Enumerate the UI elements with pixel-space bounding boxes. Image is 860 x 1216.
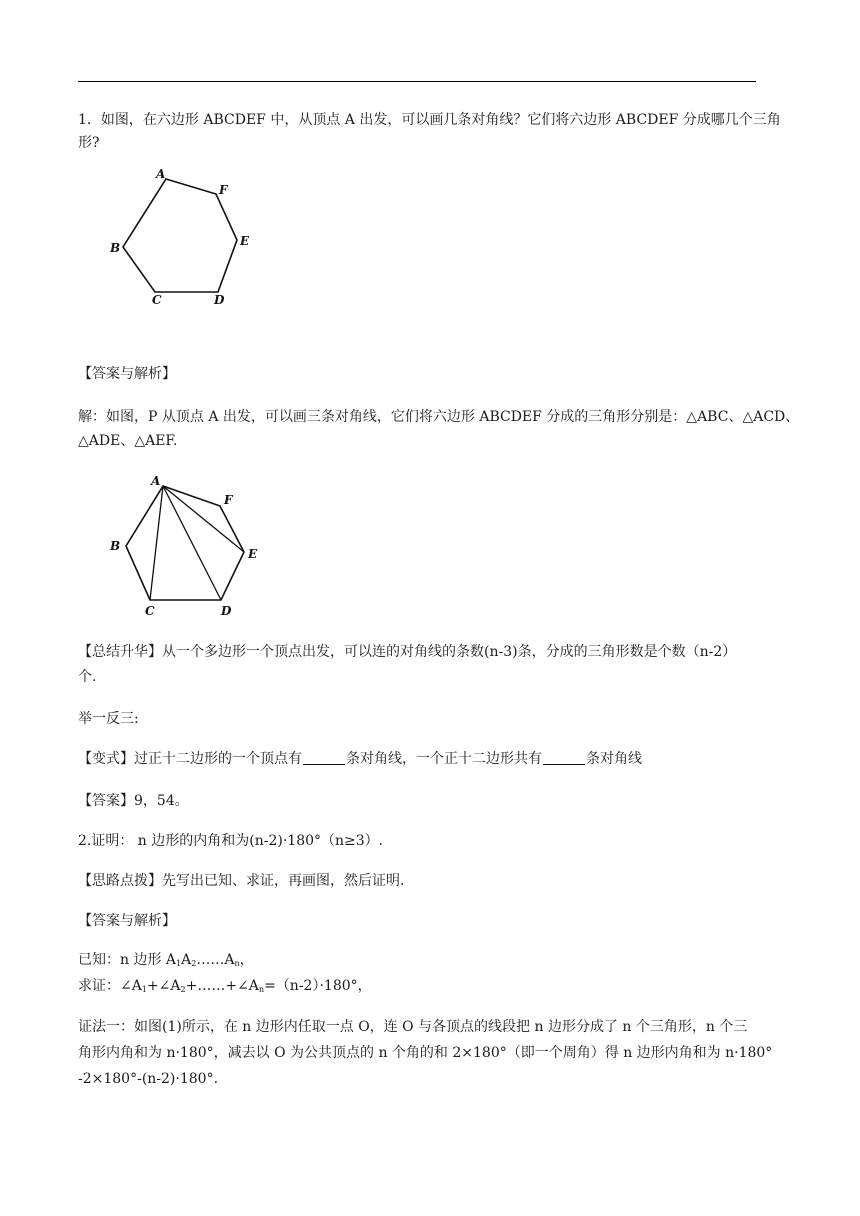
prove-mid: +……+∠A xyxy=(185,978,259,994)
question-2-hint: 【思路点拨】先写出已知、求证，再画图，然后证明. xyxy=(78,873,405,889)
question-1-line2: 形? xyxy=(78,135,100,151)
vertex-label-c: C xyxy=(145,604,155,618)
hexagon-figure-2 xyxy=(100,470,270,620)
given-a2: A xyxy=(181,952,192,968)
vertex-label-f: F xyxy=(219,183,228,197)
prove-sub-n: n xyxy=(258,985,265,994)
answer-heading-1: 【答案与解析】 xyxy=(78,366,176,382)
given-line xyxy=(78,950,254,974)
vertex-label-c: C xyxy=(152,293,162,307)
vertex-label-a: A xyxy=(156,167,166,181)
proof-line3: -2×180°-(n-2)·180°. xyxy=(78,1071,219,1087)
vertex-label-e: E xyxy=(248,547,258,561)
vertex-label-a: A xyxy=(151,474,161,488)
vertex-label-b: B xyxy=(110,539,121,553)
question-1-line1: 1．如图，在六边形 ABCDEF 中，从顶点 A 出发，可以画几条对角线？它们将六边形 ABCDEF 分成哪几个三角 xyxy=(78,112,781,128)
vertex-label-d: D xyxy=(221,604,232,618)
prove-sub-1: 1 xyxy=(141,985,147,994)
variant-suffix: 条对角线 xyxy=(586,751,642,767)
answer-1-line1: 解：如图，P 从顶点 A 出发，可以画三条对角线，它们将六边形 ABCDEF 分成的三角形分别是：△ABC、△ACD、 xyxy=(78,409,800,425)
prove-suffix: =（n-2）·180°， xyxy=(264,978,372,994)
prove-prefix: 求证：∠A xyxy=(78,978,142,994)
prove-plus-1: +∠A xyxy=(146,978,181,994)
prove-sub-2: 2 xyxy=(180,985,186,994)
given-suffix: ， xyxy=(239,952,254,968)
proof-line1: 证法一：如图(1)所示，在 n 边形内任取一点 O，连 O 与各顶点的线段把 n 边形分成了 n 个三角形，n 个三 xyxy=(78,1019,748,1035)
hexagon-figure-1 xyxy=(100,165,270,310)
given-sub-2: 2 xyxy=(191,959,197,968)
prove-line xyxy=(78,976,372,1000)
summary-line2: 个. xyxy=(78,669,97,685)
variant-prefix: 【变式】过正十二边形的一个顶点有 xyxy=(78,751,302,767)
practice-heading: 举一反三: xyxy=(78,711,139,727)
answer-blank-2 xyxy=(543,750,585,765)
given-sub-n: n xyxy=(234,959,240,968)
answer-1-line2: △ADE、△AEF. xyxy=(78,433,178,449)
question-2-statement: 2.证明： n 边形的内角和为(n-2)·180°（n≥3）. xyxy=(78,833,384,849)
vertex-label-b: B xyxy=(110,241,121,255)
given-sub-1: 1 xyxy=(176,959,182,968)
variant-answer: 【答案】9，54。 xyxy=(78,793,189,809)
vertex-label-e: E xyxy=(240,234,250,248)
summary-line1: 【总结升华】从一个多边形一个顶点出发，可以连的对角线的条数(n-3)条，分成的三角形数是个数（n-2） xyxy=(78,644,737,660)
given-mid: ……A xyxy=(196,952,235,968)
header-rule xyxy=(78,81,756,82)
given-prefix: 已知：n 边形 A xyxy=(78,952,177,968)
variant-question xyxy=(78,749,642,769)
vertex-label-f: F xyxy=(224,493,233,507)
proof-line2: 角形内角和为 n·180°，减去以 O 为公共顶点的 n 个角的和 2×180°（即一个周角）得 n 边形内角和为 n·180° xyxy=(78,1045,773,1061)
answer-blank-1 xyxy=(303,750,345,765)
variant-middle: 条对角线，一个正十二边形共有 xyxy=(346,751,542,767)
vertex-label-d: D xyxy=(214,293,225,307)
answer-heading-2: 【答案与解析】 xyxy=(78,913,176,929)
